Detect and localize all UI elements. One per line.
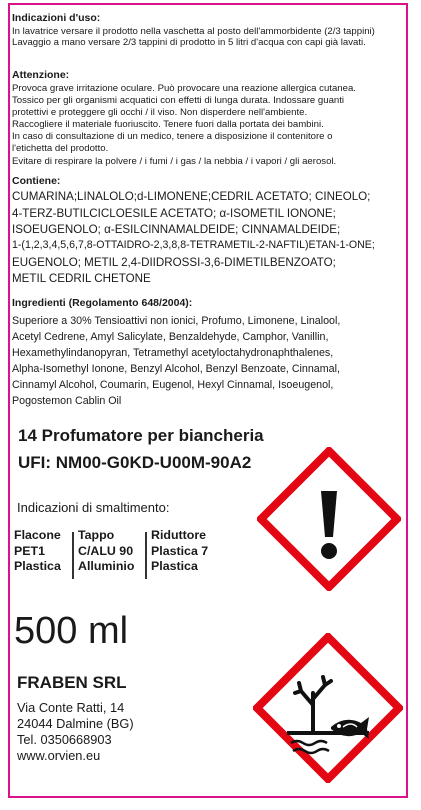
company-website: www.orvien.eu (17, 748, 101, 763)
ingredients-heading: Ingredienti (Regolamento 648/2004): (12, 297, 193, 309)
disposal-column-flacone (14, 528, 61, 575)
environment-hazard-icon (253, 633, 403, 783)
company-phone: Tel. 0350668903 (17, 732, 112, 747)
product-name: 14 Profumatore per biancheria (18, 426, 264, 445)
warning-line: Raccogliere il materiale fuoriuscito. Tenere fuori dalla portata dei bambini. (12, 119, 324, 130)
disposal-cell: Plastica (151, 559, 198, 573)
warning-line: Tossico per gli organismi acquatici con effetti di lunga durata. Indossare guanti (12, 95, 345, 106)
disposal-cell: Riduttore (151, 528, 207, 542)
exclamation-mark-icon (257, 447, 401, 591)
contains-line: EUGENOLO; METIL 2,4-DIIDROSSI-3,6-DIMETILBENZOATO; (12, 256, 336, 269)
usage-line: Lavaggio a mano versare 2/3 tappini di prodotto in 5 litri d'acqua con capi già lavati. (12, 37, 366, 48)
contains-line: ISOEUGENOLO; α-ESILCINNAMALDEIDE; CINNAMALDEIDE; (12, 223, 341, 236)
ingredients-line: Acetyl Cedrene, Amyl Salicylate, Benzaldehyde, Camphor, Vanillin, (12, 331, 329, 343)
contains-line: METIL CEDRIL CHETONE (12, 272, 151, 285)
contains-heading: Contiene: (12, 175, 61, 187)
warning-line: Evitare di respirare la polvere / i fumi / i gas / la nebbia / i vapori / gli aerosol. (12, 156, 337, 167)
warning-line: l'etichetta del prodotto. (12, 143, 109, 154)
ingredients-line: Superiore a 30% Tensioattivi non ionici, Profumo, Limonene, Linalool, (12, 315, 341, 327)
disposal-cell: Plastica (14, 559, 61, 573)
contains-line: 1-(1,2,3,4,5,6,7,8-OTTAIDRO-2,3,8,8-TETRAMETIL-2-NAFTIL)ETAN-1-ONE; (12, 239, 375, 251)
disposal-heading: Indicazioni di smaltimento: (17, 500, 170, 515)
company-address-line: 24044 Dalmine (BG) (17, 716, 134, 731)
disposal-cell: Flacone (14, 528, 61, 542)
disposal-cell: Alluminio (78, 559, 135, 573)
ingredients-line: Hexamethylindanopyran, Tetramethyl acetyloctahydronaphthalenes, (12, 347, 334, 359)
disposal-cell: C/ALU 90 (78, 543, 134, 558)
disposal-divider (145, 532, 147, 579)
warning-line: protettivi e proteggere gli occhi / il viso. Non disperdere nell'ambiente. (12, 107, 308, 118)
disposal-column-riduttore (151, 528, 208, 575)
contains-line: 4-TERZ-BUTILCICLOESILE ACETATO; α-ISOMETIL IONONE; (12, 207, 336, 220)
warning-line: Provoca grave irritazione oculare. Può provocare una reazione allergica cutanea. (12, 83, 356, 94)
disposal-cell: PET1 (14, 543, 45, 558)
company-address-line: Via Conte Ratti, 14 (17, 700, 125, 715)
disposal-cell: Tappo (78, 528, 115, 542)
ingredients-line: Pogostemon Cablin Oil (12, 395, 122, 407)
disposal-column-tappo (78, 528, 134, 575)
net-quantity: 500 ml (14, 610, 129, 652)
ingredients-line: Alpha-Isomethyl Ionone, Benzyl Alcohol, Benzyl Benzoate, Cinnamal, (12, 363, 340, 375)
usage-heading: Indicazioni d'uso: (12, 12, 101, 24)
usage-line: In lavatrice versare il prodotto nella vaschetta al posto dell'ammorbidente (2/3 tappini) (12, 26, 375, 37)
warning-heading: Attenzione: (12, 69, 70, 81)
contains-line: CUMARINA;LINALOLO;d-LIMONENE;CEDRIL ACETATO; CINEOLO; (12, 190, 371, 203)
warning-line: In caso di consultazione di un medico, tenere a disposizione il contenitore o (12, 131, 333, 142)
ufi-code: UFI: NM00-G0KD-U00M-90A2 (18, 453, 252, 472)
company-name: FRABEN SRL (17, 673, 127, 692)
ingredients-line: Cinnamyl Alcohol, Coumarin, Eugenol, Hexyl Cinnamal, Isoeugenol, (12, 379, 334, 391)
disposal-cell: Plastica 7 (151, 543, 209, 558)
disposal-divider (72, 532, 74, 579)
